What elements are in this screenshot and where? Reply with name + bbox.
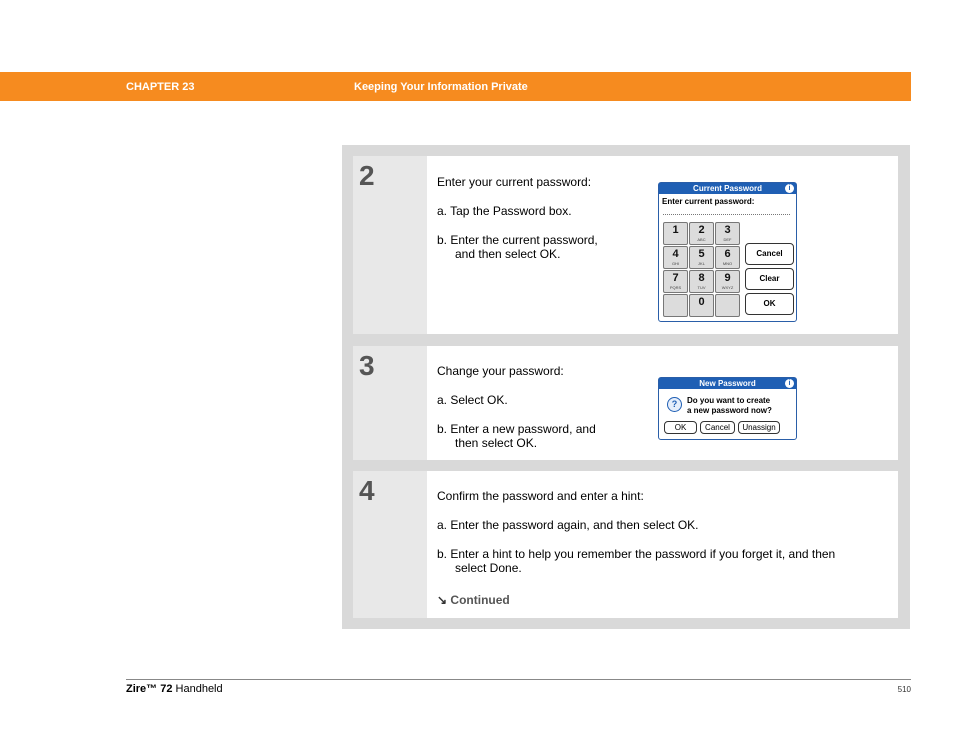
key-blank-left: [663, 294, 688, 317]
continued-link[interactable]: [437, 593, 510, 607]
step-intro: Confirm the password and enter a hint:: [437, 489, 644, 503]
footer-product: [126, 683, 223, 695]
key-blank-right: [715, 294, 740, 317]
step-b: b. Enter a hint to help you remember the password if you forget it, and then: [437, 547, 836, 561]
chapter-label: CHAPTER 23: [126, 81, 195, 93]
step-b-cont: then select OK.: [455, 436, 538, 450]
step-a: a. Select OK.: [437, 393, 508, 407]
current-password-screen: [658, 182, 797, 322]
dialog-title: New Password: [659, 378, 796, 389]
footer-divider: [126, 679, 911, 680]
step-number: 4: [359, 475, 375, 506]
step-b-cont: select Done.: [455, 561, 522, 575]
question-icon: ?: [667, 397, 682, 412]
new-password-dialog: [658, 377, 797, 440]
key-4[interactable]: 4 GHI: [663, 246, 688, 269]
key-2[interactable]: 2 ABC: [689, 222, 714, 245]
page-number: 510: [897, 685, 911, 694]
info-icon: i: [785, 379, 794, 388]
screen-title: Current Password: [659, 183, 796, 194]
step-intro: Change your password:: [437, 364, 564, 378]
step-a: a. Enter the password again, and then select OK.: [437, 518, 699, 532]
key-1[interactable]: 1: [663, 222, 688, 245]
ok-button[interactable]: OK: [664, 421, 697, 434]
ok-button[interactable]: OK: [745, 293, 794, 315]
product-name: Handheld: [172, 683, 223, 695]
key-9[interactable]: 9 WXYZ: [715, 270, 740, 293]
dialog-line-1: Do you want to create: [687, 396, 771, 405]
step-b: b. Enter the current password,: [437, 233, 598, 247]
step-intro: Enter your current password:: [437, 175, 592, 189]
dialog-line-2: a new password now?: [687, 406, 772, 415]
step-2: [353, 156, 898, 334]
step-b-cont: and then select OK.: [455, 247, 561, 261]
key-8[interactable]: 8 TUV: [689, 270, 714, 293]
step-a: a. Tap the Password box.: [437, 204, 572, 218]
password-prompt: Enter current password:: [662, 197, 755, 206]
key-5[interactable]: 5 JKL: [689, 246, 714, 269]
cancel-button[interactable]: Cancel: [700, 421, 735, 434]
chapter-header: [0, 72, 911, 101]
step-3: [353, 346, 898, 460]
step-b: b. Enter a new password, and: [437, 422, 596, 436]
brand-name: Zire™ 72: [126, 683, 173, 695]
key-7[interactable]: 7 PQRS: [663, 270, 688, 293]
info-icon: i: [785, 184, 794, 193]
continued-label: Continued: [450, 593, 510, 607]
clear-button[interactable]: Clear: [745, 268, 794, 290]
unassign-button[interactable]: Unassign: [738, 421, 780, 434]
key-6[interactable]: 6 MNO: [715, 246, 740, 269]
step-number: 3: [359, 350, 375, 381]
arrow-down-right-icon: ↘: [437, 593, 448, 607]
step-number: 2: [359, 160, 375, 191]
chapter-title: Keeping Your Information Private: [354, 81, 528, 93]
cancel-button[interactable]: Cancel: [745, 243, 794, 265]
key-0[interactable]: 0: [689, 294, 714, 317]
key-3[interactable]: 3 DEF: [715, 222, 740, 245]
password-field[interactable]: [663, 214, 790, 215]
step-4: [353, 471, 898, 618]
